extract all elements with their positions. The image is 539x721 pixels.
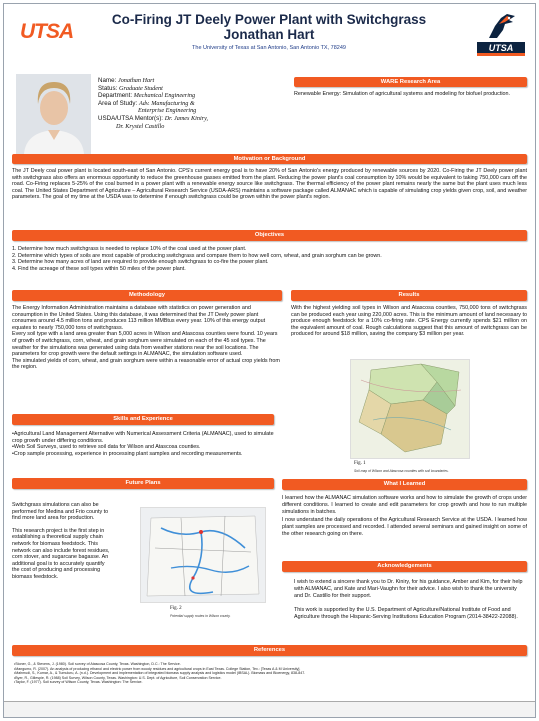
title-line-1: Co-Firing JT Deely Power Plant with Switchgrass	[111, 12, 427, 27]
student-info	[98, 77, 278, 130]
skills-list	[12, 431, 274, 457]
learned-paragraph: I learned how the ALMANAC simulation software works and how to simulate the growth of crops under different conditions. I learned to create and edit parameters for crop growth and how to run multiple simulations in batches.	[282, 495, 527, 516]
methodology-text	[12, 305, 282, 371]
soil-map-figure	[350, 359, 470, 459]
roadrunner-icon	[485, 12, 519, 44]
ack-paragraph: I wish to extend a sincere thank you to Dr. Kiniry, for his guidance, Amber and Kim, for their help with ALMANAC, and Kate and Mari-Vaughn for their advice. I also wish to thank the university and Dr. Castillo for their support.	[294, 579, 523, 600]
objectives-list	[12, 246, 527, 272]
methodology-paragraph: The simulated yields of corn, wheat, and grain sorghum were within a reasonable error of actual crop yields from the region.	[12, 357, 280, 371]
poster-footer	[4, 701, 535, 717]
skill-item: •Crop sample processing, experience in processing plant samples and recording measurements.	[12, 450, 243, 457]
supply-routes-map	[141, 508, 265, 602]
fig2-label: Fig. 2	[170, 606, 182, 611]
methodology-heading: Methodology	[12, 290, 282, 301]
skills-heading: Skills and Experience	[12, 414, 274, 425]
poster-title	[104, 12, 434, 42]
fig1-caption: Soil map of Wilson and Atascosa counties with soil boundaries.	[354, 469, 449, 473]
utsa-roadrunner-logo	[477, 12, 525, 56]
poster-subtitle: The University of Texas at San Antonio, San Antonio TX, 78249	[192, 45, 346, 51]
objective-item: 2. Determine which types of soils are most capable of producing switchgrass and compare them to how well corn, wheat, and grain sorghum can be grown.	[12, 252, 382, 259]
future-paragraph: This research project is the first step in establishing a theoretical supply chain network for biomass feedstock. This network can also include forest residues, corn stover, and sugarcane bagasse. An additional goal is to accurately quantify the cost of producing and processing biomass feedstock.	[12, 527, 110, 580]
learned-heading: What I Learned	[282, 479, 527, 490]
name-value: Jonathan Hart	[117, 77, 155, 84]
title-line-2: Jonathan Hart	[223, 27, 315, 42]
results-text: With the highest yielding soil types in Wilson and Atascosa counties, 750,000 tons of switchgrass can be produced each year using 220,000 acres. This is the minimum amount of land necessary to produce enough feedstock for a 10% co-firing rate. CPS Energy currently spends $21 million on the equivalent amount of coal. Rough calculations suggest that this amount of switchgrass can be produced for around $18 million, saving the company $3 million per year.	[291, 305, 527, 338]
student-photo	[16, 74, 91, 154]
motivation-text: The JT Deely coal power plant is located south-east of San Antonio. CPS's current energy goal is to have 20% of San Antonio's energy produced by renewable sources by 2020. Co-Firing the JT Deely power plant with switchgrass also offers an enormous opportunity to reduce the greenhouse gasses emitted from the plant. Reducing the power plant's coal consumption by 10% would be equivalent to taking 750,000 cars off the road. Co-Firing replaces 5-25% of the coal burned in a power plant with a renewable energy source like switchgrass. The thermal efficiency of the power plant remains nearly the same but the plant uses much less coal. The United States Department of Agriculture – Agricultural Research Service (USDA-ARS) maintains a software package called ALMANAC which is capable of simulating crop yields given crop, soil, and weather parameters. The goal of my time at the USDA was to determine if enough switchgrass could be grown within the power plant's region.	[12, 168, 527, 201]
ware-heading: WARE Research Area	[294, 77, 527, 87]
fig1-label: Fig. 1	[354, 461, 366, 466]
area-label: Area of Study:	[98, 99, 138, 107]
mentor-value-2: Dr. Krystel Castillo	[116, 122, 165, 130]
department-value: Mechanical Engineering	[133, 92, 196, 100]
area-value-2: Enterprise Engineering	[138, 107, 197, 115]
utsa-badge-text: UTSA	[477, 42, 525, 56]
ack-paragraph: This work is supported by the U.S. Department of Agriculture/National Institute of Food and Agriculture through the Hispanic-Serving Institutions Education Program (2014-38422-22088).	[294, 606, 518, 620]
reference-item: •Mahmudi, S., Kumar, A., & Tumuluru, A. (n.d.). Development and implementation of integrated biomass supply analysis and logistics model (IBSAL). Biomass and Bioenergy, 838-847.	[14, 671, 306, 676]
poster-header	[4, 4, 535, 64]
future-plans-heading: Future Plans	[12, 478, 274, 489]
references-list	[14, 662, 529, 685]
learned-text	[282, 495, 527, 538]
methodology-paragraph: The Energy Information Administration maintains a database with statistics on power generation and consumption in the United States. Using this database, it was determined that the JT Deely power plant consumes around 4.5 million tons and produces 113 million MMBtus every year. 10% of this energy output equates to nearly 750,000 tons of switchgrass.	[12, 305, 266, 331]
supply-routes-figure	[140, 507, 266, 603]
mentor-value-1: Dr. James Kiniry,	[164, 114, 209, 122]
utsa-logo: UTSA	[20, 20, 74, 43]
skill-item: •Agricultural Land Management Alternative with Numerical Assessment Criteria (ALMANAC), used to simulate crop growth under differing conditions.	[12, 431, 274, 444]
references-heading: References	[12, 645, 527, 656]
results-heading: Results	[291, 290, 527, 301]
reference-item: •Mangumo, R. (2007). An analysis of producing ethanol and electric power from woody residues and agricultural crops in East Texas. College Station, Tex.: [Texas A & M University].	[14, 666, 301, 671]
motivation-heading: Motivation or Background	[12, 154, 527, 164]
area-value-1: Adv. Manufacturing &	[138, 99, 195, 107]
status-label: Status:	[98, 84, 118, 92]
status-value: Graduate Student	[119, 84, 163, 92]
objective-item: 4. Find the acreage of these soil types within 50 miles of the power plant.	[12, 265, 186, 272]
fig2-caption: Potential supply routes in Wilson county.	[170, 614, 231, 618]
learned-paragraph: I now understand the daily operations of the Agricultural Research Service at the USDA. I learned how plant samples are processed and recorded. I attended several seminars and gained insight on some of the other research going on there.	[282, 516, 527, 538]
skill-item: •Web Soil Surveys, used to retrieve soil data for Wilson and Atascosa counties.	[12, 444, 201, 451]
acknowledgements-text	[294, 579, 526, 621]
methodology-paragraph: Every soil type with a land area greater than 5,000 acres in Wilson and Atascosa counties were found. 10 years of growth of switchgrass, corn, wheat, and grain sorghum were simulated on each of the 45 soil types. The weather for the simulations was generated using data from weather stations near the soil locations. The parameters for crop growth were the default settings in ALMANAC, the simulation software used.	[12, 331, 278, 358]
objective-item: 1. Determine how much switchgrass is needed to replace 10% of the coal used at the power plant.	[12, 246, 247, 252]
reference-item: •Stoner, G., & Stevens, J. (1980). Soil survey of Atascosa County, Texas. Washington, D.C.: The Service.	[14, 662, 181, 666]
portrait-image	[16, 74, 91, 154]
department-label: Department:	[98, 92, 133, 100]
future-paragraph: Switchgrass simulations can also be performed for Medina and Frio county to find more land area for production.	[12, 502, 109, 522]
reference-item: •Byer, R., Gillespie, R. (1988) Soil Survey, Wilson County, Texas. Washington: U.S. Dept. of Agriculture, Soil Conservation Service.	[14, 675, 222, 680]
future-plans-text	[12, 502, 112, 581]
objective-item: 3. Determine how many acres of land are required to provide enough switchgrass to co-fire the power plant.	[12, 259, 269, 266]
mentor-label: USDA/UTSA Mentor(s):	[98, 114, 163, 122]
name-label: Name:	[98, 77, 117, 84]
acknowledgements-heading: Acknowledgements	[282, 561, 527, 572]
poster	[3, 3, 536, 718]
objectives-heading: Objectives	[12, 230, 527, 241]
reference-item: •Taylor, F. (1977). Soil survey of Wilson County, Texas. Washington: The Service.	[14, 680, 143, 685]
ware-text: Renewable Energy: Simulation of agricultural systems and modeling for biofuel production.	[294, 91, 511, 97]
soil-map-image	[351, 360, 469, 458]
